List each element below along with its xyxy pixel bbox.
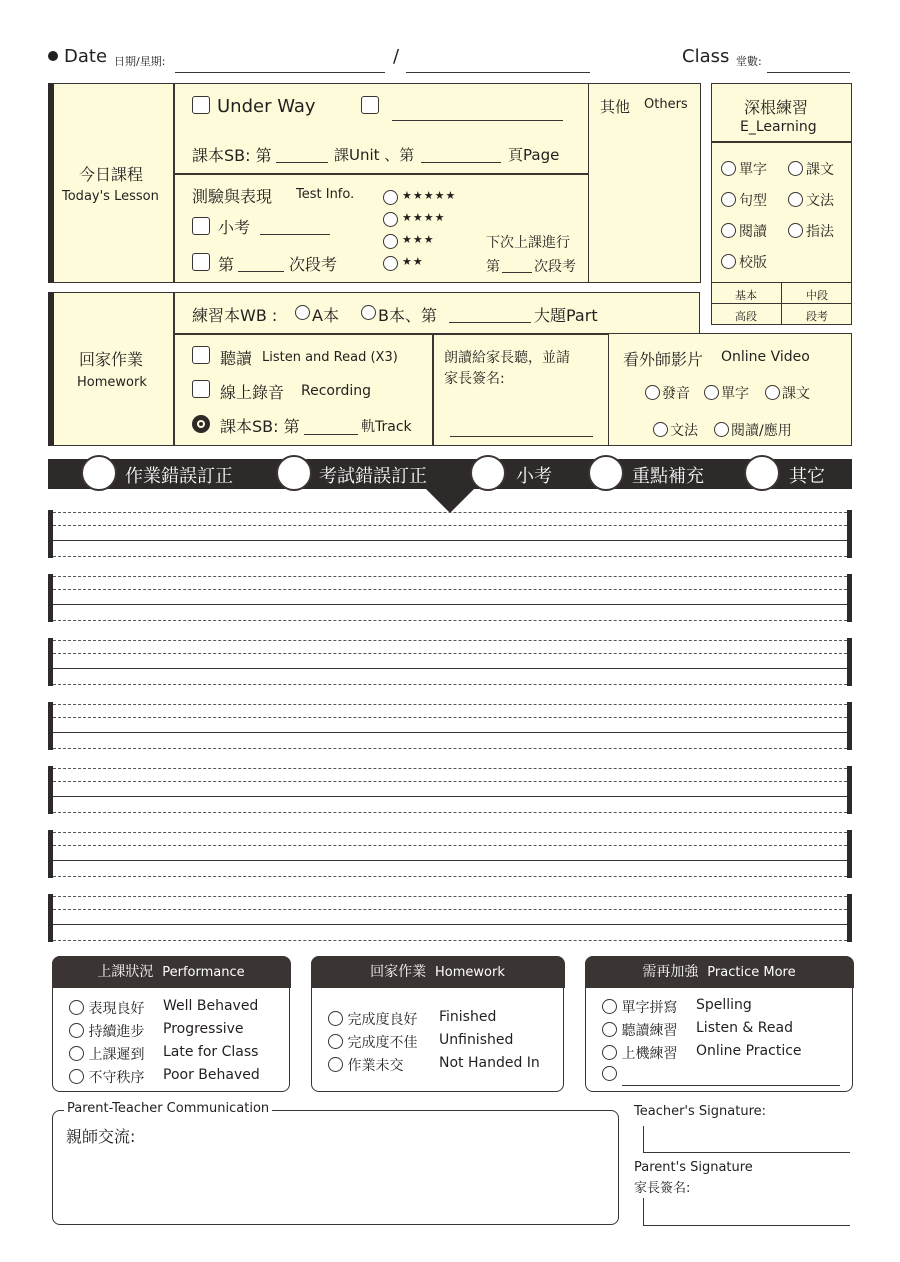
record-checkbox[interactable] [192,380,210,398]
homework-title-zh: 回家作業 [79,350,144,369]
video-opt-4: 文法 [670,423,698,439]
sb-page-field[interactable] [421,162,501,163]
parent-signature-label-zh: 家長簽名: [634,1181,691,1196]
class-label: Class [682,46,730,67]
listen-checkbox[interactable] [192,346,210,364]
stars-4-radio[interactable] [383,212,398,227]
homework-status-title-zh: 回家作業 [370,963,427,980]
date-field-1[interactable] [175,72,385,73]
date-sub-label: 日期/星期: [114,55,166,68]
video-opt-4-radio[interactable] [653,422,668,437]
writing-line-4[interactable] [48,702,852,750]
record-label: 線上錄音 [220,383,285,402]
performance-row-3[interactable] [69,1044,259,1064]
banner-option-1-radio[interactable] [81,455,117,491]
practice-more-title-zh: 需再加強 [642,963,699,980]
writing-line-1[interactable] [48,510,852,558]
writing-line-6[interactable] [48,830,852,878]
wb-part-field[interactable] [449,322,531,323]
homework-vdivider [432,333,434,446]
banner-option-2: 考試錯誤訂正 [319,466,427,487]
sb-lesson-field[interactable] [276,162,328,163]
video-title-en: Online Video [721,349,810,365]
elearning-title-en: E_Learning [740,119,817,135]
banner-option-4: 重點補充 [632,466,704,487]
record-en: Recording [301,383,372,399]
date-label: Date [64,46,108,67]
elearning-opt-5-radio[interactable] [721,223,736,238]
class-sub-label: 堂數: [736,55,762,68]
elearning-opt-1: 單字 [739,162,767,178]
wb-b-label: B本、第 [378,306,437,325]
video-opt-3: 課文 [782,386,810,402]
exam-suffix: 次段考 [289,255,338,274]
performance-row-4-en: Poor Behaved [163,1067,260,1083]
stars-2-radio[interactable] [383,256,398,271]
level-table-hline [711,303,852,304]
wb-a-label: A本 [312,306,339,325]
date-slash: / [393,46,400,67]
stars-4: ★★★★ [402,211,446,224]
banner-option-4-radio[interactable] [588,455,624,491]
video-opt-1: 發音 [662,386,690,402]
wb-part-label: 大題Part [534,306,598,325]
communication-box[interactable] [52,1110,619,1225]
custom-checkbox[interactable] [361,96,379,114]
next-exam-prefix: 第 [486,259,500,275]
performance-row-1-en: Well Behaved [163,998,259,1014]
elearning-opt-3-radio[interactable] [721,192,736,207]
homework-divider [173,292,175,446]
elearning-opt-4: 文法 [806,193,834,209]
quiz-field[interactable] [260,234,330,235]
wb-prefix: 練習本WB : [192,306,278,325]
cd-icon [192,415,210,433]
communication-title-en: Parent-Teacher Communication [64,1101,272,1116]
performance-row-3-en: Late for Class [163,1044,259,1060]
banner-option-1: 作業錯誤訂正 [125,466,233,487]
under-way-checkbox[interactable] [192,96,210,114]
test-title: 測驗與表現 [192,187,273,206]
elearning-opt-3: 句型 [739,193,767,209]
elearning-opt-2-radio[interactable] [788,161,803,176]
homework-status-row-3-en: Not Handed In [439,1055,540,1071]
practice-more-row-1-zh: 單字拼寫 [621,1000,678,1016]
performance-row-4[interactable] [69,1067,260,1087]
elearning-opt-7: 校版 [739,255,767,271]
test-title-en: Test Info. [296,187,355,202]
stars-3-radio[interactable] [383,234,398,249]
stars-3: ★★★ [402,233,435,246]
performance-header [52,956,291,988]
performance-row-2-en: Progressive [163,1021,244,1037]
writing-line-7[interactable] [48,894,852,942]
writing-line-3[interactable] [48,638,852,686]
next-exam-field[interactable] [502,272,532,273]
sb-prefix: 課本SB: 第 [192,146,272,165]
performance-row-1[interactable] [69,998,259,1018]
elearning-opt-6: 指法 [806,224,834,240]
elearning-opt-4-radio[interactable] [788,192,803,207]
homework-status-title-en: Homework [435,964,505,980]
stars-5: ★★★★★ [402,189,457,202]
homework-status-panel [311,956,564,1092]
practice-more-row-2-en: Listen & Read [696,1020,793,1036]
stars-2: ★★ [402,255,424,268]
level-high[interactable]: 高段 [735,310,757,323]
date-field-2[interactable] [406,72,590,73]
video-opt-2-radio[interactable] [704,385,719,400]
performance-row-2[interactable] [69,1021,244,1041]
elearning-title-zh: 深根練習 [744,98,809,117]
elearning-opt-6-radio[interactable] [788,223,803,238]
practice-more-row-3-en: Online Practice [696,1043,802,1059]
quiz-checkbox[interactable] [192,217,210,235]
video-opt-3-radio[interactable] [765,385,780,400]
homework-hdivider [173,333,609,335]
others-en: Others [644,97,688,112]
banner-option-2-radio[interactable] [276,455,312,491]
video-opt-5: 閱讀/應用 [731,423,792,439]
elearning-opt-7-radio[interactable] [721,254,736,269]
practice-more-panel [585,956,853,1092]
exam-field[interactable] [238,271,284,272]
communication-title-zh: 親師交流: [66,1127,136,1146]
video-title-zh: 看外師影片 [623,350,704,369]
performance-row-2-zh: 持續進步 [88,1024,145,1040]
banner-option-5: 其它 [789,466,825,487]
practice-more-other-field[interactable] [622,1085,840,1086]
class-field[interactable] [767,72,850,73]
sb-unit: 課Unit 、第 [334,146,415,164]
elearning-opt-2: 課文 [806,162,834,178]
banner-option-5-radio[interactable] [744,455,780,491]
homework-title-en: Homework [77,375,147,390]
level-basic[interactable]: 基本 [735,289,757,302]
homework-status-row-2-en: Unfinished [439,1032,514,1048]
performance-row-3-zh: 上課遲到 [88,1047,145,1063]
practice-more-header [585,956,854,988]
quiz-label: 小考 [218,218,251,237]
custom-field[interactable] [392,120,563,121]
parent-signature-label-en: Parent's Signature [634,1160,753,1175]
listen-label: 聽讀 [220,349,253,368]
elearning-opt-1-radio[interactable] [721,161,736,176]
others-zh: 其他 [600,98,631,116]
listen-en: Listen and Read (X3) [262,350,398,365]
writing-line-5[interactable] [48,766,852,814]
homework-status-row-3-zh: 作業未交 [347,1058,404,1074]
parent-signature-field[interactable] [643,1198,850,1226]
next-class-label: 下次上課進行 [486,235,570,251]
homework-status-row-2-zh: 完成度不佳 [347,1035,418,1051]
track-suffix: 軌Track [361,419,412,435]
practice-more-title-en: Practice More [707,964,796,980]
parent-read-line1: 朗讀給家長聽，並請 [444,350,570,366]
performance-title-en: Performance [162,964,245,980]
practice-more-row-1-en: Spelling [696,997,752,1013]
next-exam-suffix: 次段考 [534,259,576,275]
homework-status-row-2[interactable] [328,1032,514,1052]
sb-page: 頁Page [508,146,560,164]
banner-option-3-radio[interactable] [470,455,506,491]
lesson-title-zh: 今日課程 [79,165,144,184]
practice-more-row-2[interactable] [602,1020,793,1040]
track-field[interactable] [304,434,358,435]
practice-more-row-3-zh: 上機練習 [621,1046,678,1062]
elearning-opt-5: 閱讀 [739,224,767,240]
practice-more-row-1[interactable] [602,997,752,1017]
homework-status-row-3[interactable] [328,1055,540,1075]
elearning-divider [711,141,852,143]
homework-status-row-1[interactable] [328,1009,497,1029]
lesson-hdivider [173,173,589,175]
homework-status-row-1-en: Finished [439,1009,497,1025]
track-prefix: 課本SB: 第 [220,417,300,436]
performance-row-1-zh: 表現良好 [88,1001,145,1017]
video-opt-1-radio[interactable] [645,385,660,400]
wb-b-radio[interactable] [361,305,376,320]
level-mid[interactable]: 中段 [806,289,828,302]
stars-5-radio[interactable] [383,190,398,205]
parent-read-line2: 家長簽名: [444,371,505,387]
lesson-divider [173,83,175,283]
bullet-dot [48,51,58,61]
under-way-label: Under Way [217,96,316,117]
writing-line-2[interactable] [48,574,852,622]
teacher-signature-field[interactable] [643,1126,850,1153]
performance-title-zh: 上課狀況 [97,963,154,980]
practice-more-row-4[interactable] [602,1066,617,1083]
performance-panel [52,956,290,1092]
banner-option-3: 小考 [516,466,552,487]
video-opt-5-radio[interactable] [714,422,729,437]
exam-prefix: 第 [218,255,235,274]
performance-row-4-zh: 不守秩序 [88,1070,145,1086]
level-exam[interactable]: 段考 [806,310,828,323]
video-opt-2: 單字 [721,386,749,402]
homework-status-row-1-zh: 完成度良好 [347,1012,418,1028]
practice-more-row-3[interactable] [602,1043,802,1063]
exam-checkbox[interactable] [192,253,210,271]
teacher-signature-label: Teacher's Signature: [634,1104,766,1119]
parent-read-sign-field[interactable] [450,436,593,437]
practice-more-row-2-zh: 聽讀練習 [621,1023,678,1039]
wb-a-radio[interactable] [295,305,310,320]
homework-status-header [311,956,565,988]
lesson-title-en: Today's Lesson [62,189,159,204]
